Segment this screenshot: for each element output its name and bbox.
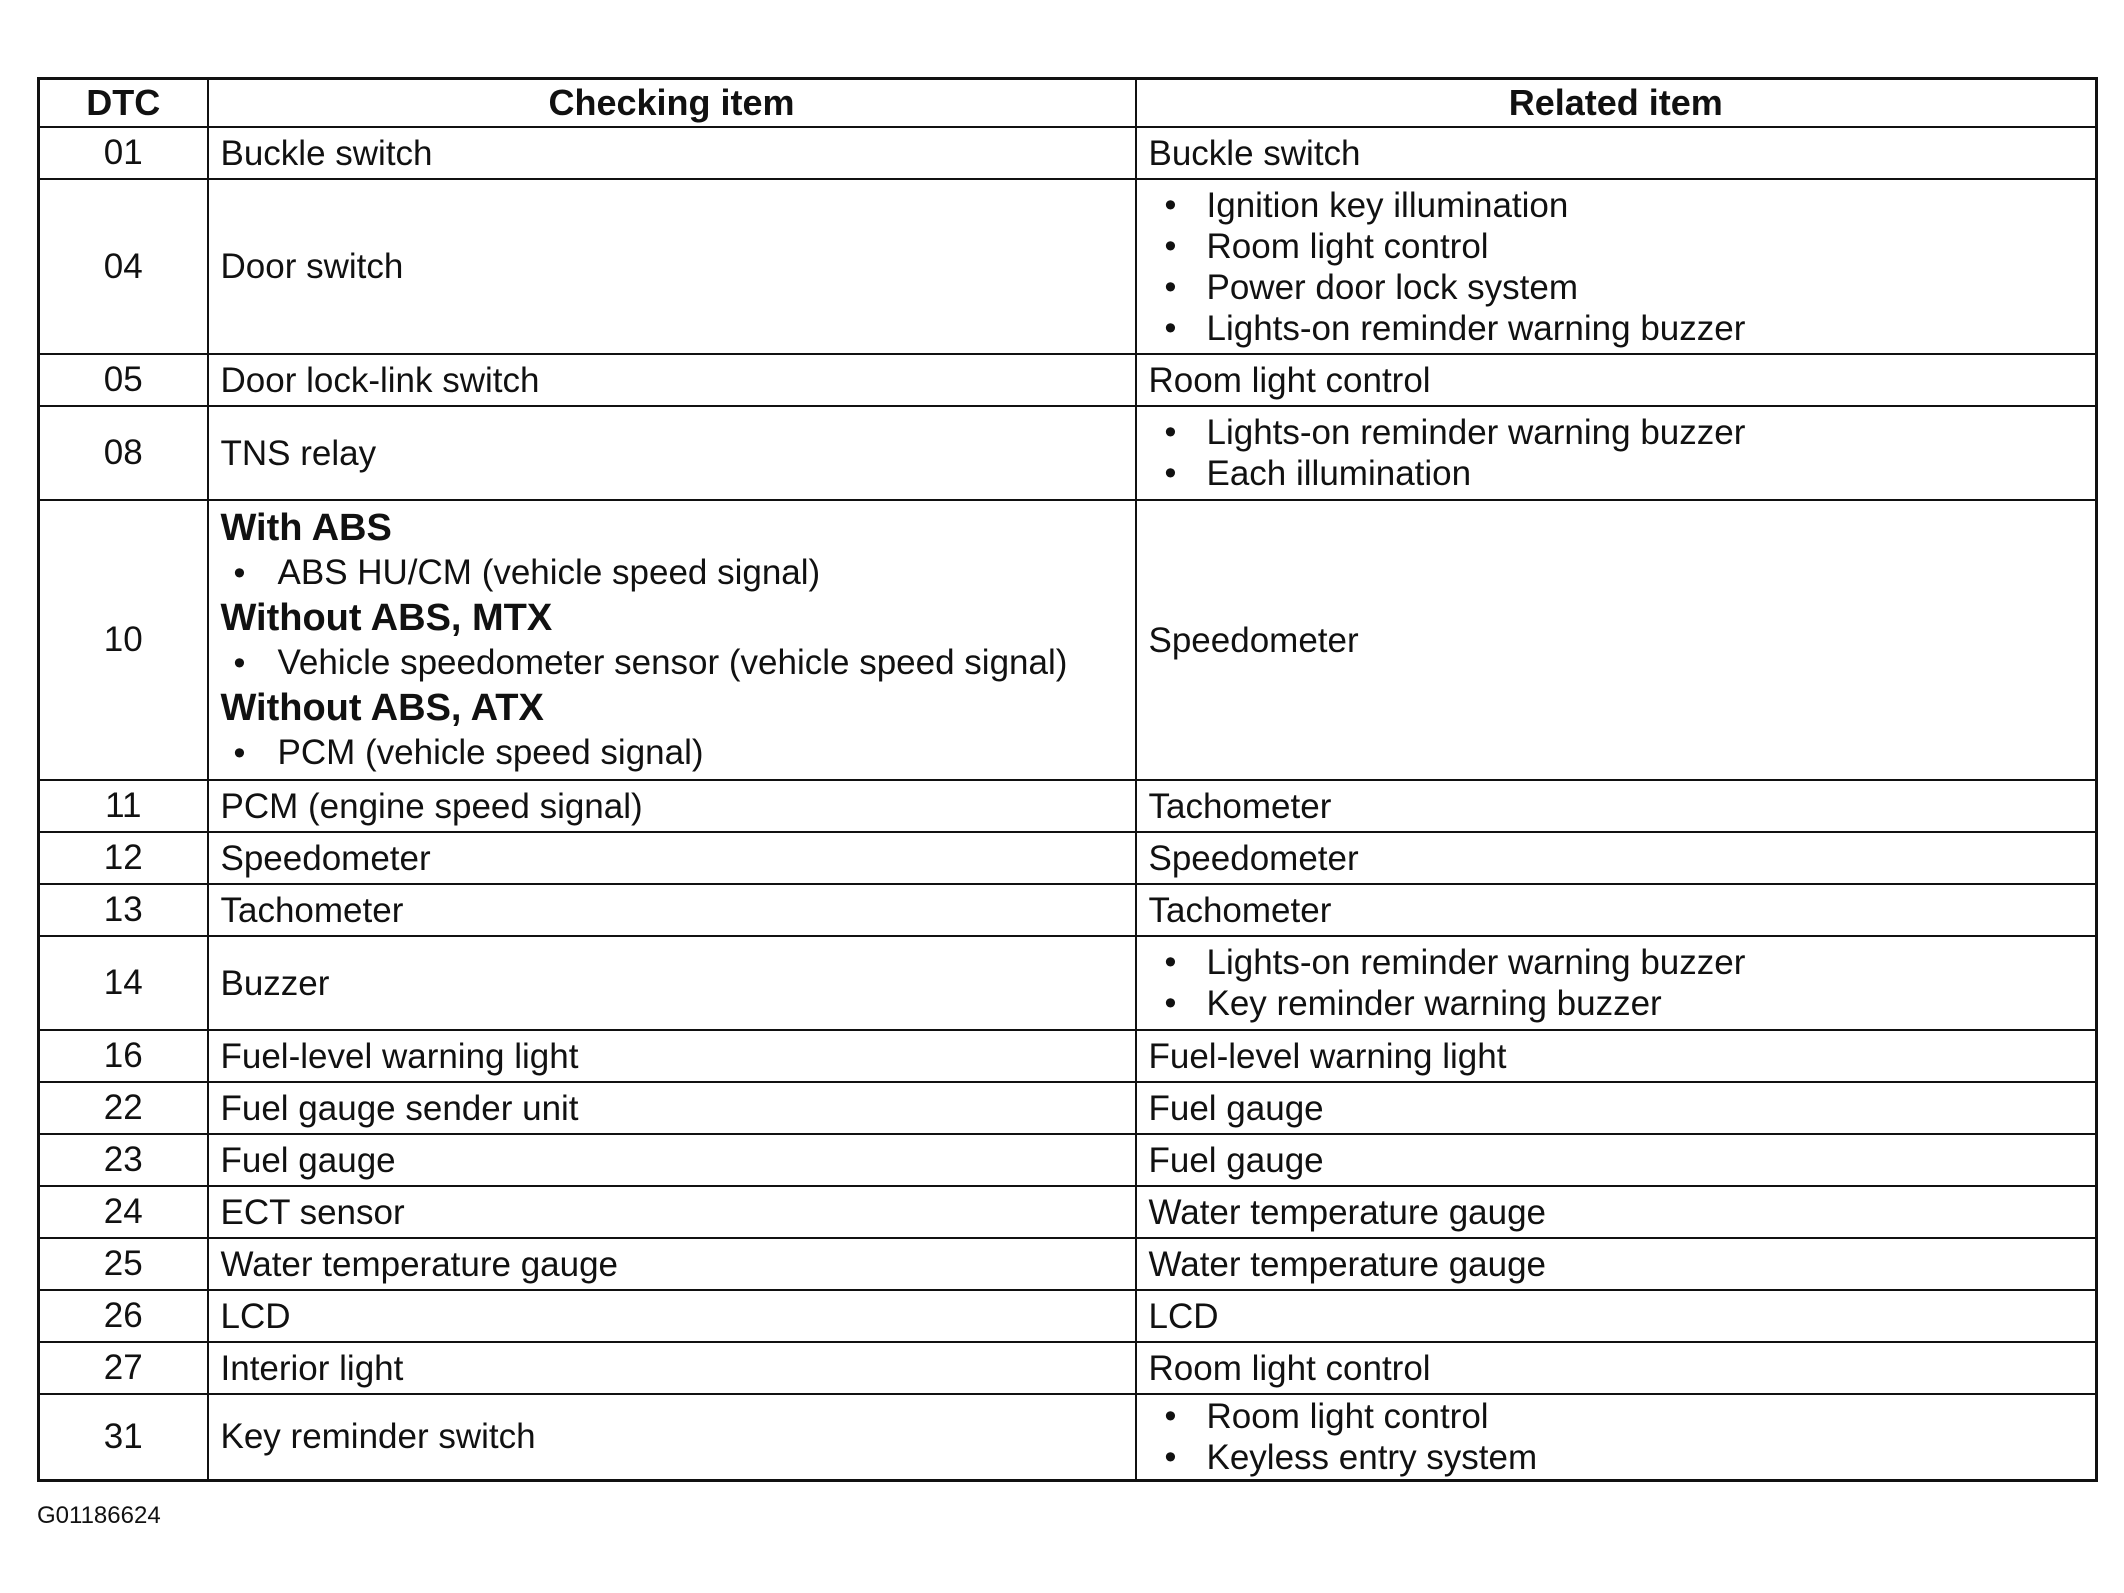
- variant-title: Without ABS, MTX: [220, 597, 553, 639]
- related-item: Fuel gauge: [1136, 1082, 2097, 1134]
- related-item: Fuel gauge: [1136, 1134, 2097, 1186]
- dtc-code: 26: [39, 1290, 208, 1342]
- table-row: [39, 936, 2097, 1030]
- checking-item: TNS relay: [208, 406, 1136, 500]
- checking-item: Door switch: [208, 179, 1136, 354]
- table-row: [39, 406, 2097, 500]
- list-item: • Room light control: [1149, 226, 2096, 267]
- dtc-code: 13: [39, 884, 208, 936]
- list-item: • PCM (vehicle speed signal): [221, 731, 1135, 775]
- dtc-code: 16: [39, 1030, 208, 1082]
- dtc-code: 25: [39, 1238, 208, 1290]
- checking-item: Speedometer: [208, 832, 1136, 884]
- header-checking-item: Checking item: [208, 79, 1136, 128]
- checking-item: Key reminder switch: [208, 1394, 1136, 1480]
- related-item: Tachometer: [1136, 884, 2097, 936]
- dtc-table: [37, 77, 2098, 1482]
- checking-item: ECT sensor: [208, 1186, 1136, 1238]
- header-dtc: DTC: [39, 79, 208, 128]
- table-row: [39, 127, 2097, 179]
- related-item: Water temperature gauge: [1136, 1186, 2097, 1238]
- table-row: [39, 884, 2097, 936]
- table-row: [39, 1134, 2097, 1186]
- list-item: • Each illumination: [1149, 453, 2096, 494]
- header-related-item: Related item: [1136, 79, 2097, 128]
- checking-item: Water temperature gauge: [208, 1238, 1136, 1290]
- related-item: Room light control: [1136, 1342, 2097, 1394]
- table-row: [39, 780, 2097, 832]
- list-item: • Lights-on reminder warning buzzer: [1149, 942, 2096, 983]
- table-row: [39, 1082, 2097, 1134]
- list-item: • Ignition key illumination: [1149, 185, 2096, 226]
- figure-id: G01186624: [37, 1502, 161, 1529]
- variant-title: With ABS: [220, 507, 392, 549]
- checking-item: LCD: [208, 1290, 1136, 1342]
- related-item: Speedometer: [1136, 832, 2097, 884]
- checking-item: Interior light: [208, 1342, 1136, 1394]
- checking-item: Fuel gauge sender unit: [208, 1082, 1136, 1134]
- related-item-list: [1136, 406, 2097, 500]
- dtc-code: 22: [39, 1082, 208, 1134]
- dtc-code: 08: [39, 406, 208, 500]
- checking-item: Tachometer: [208, 884, 1136, 936]
- header-row: [39, 79, 2097, 128]
- list-item: • Room light control: [1149, 1396, 2096, 1437]
- checking-item: Buzzer: [208, 936, 1136, 1030]
- checking-item: Door lock-link switch: [208, 354, 1136, 406]
- checking-item-variants: [208, 500, 1136, 780]
- dtc-code: 04: [39, 179, 208, 354]
- table-row: [39, 1186, 2097, 1238]
- checking-item: Fuel gauge: [208, 1134, 1136, 1186]
- dtc-code: 01: [39, 127, 208, 179]
- dtc-code: 24: [39, 1186, 208, 1238]
- table-row: [39, 1030, 2097, 1082]
- table-row: [39, 1290, 2097, 1342]
- dtc-code: 14: [39, 936, 208, 1030]
- table-row: [39, 179, 2097, 354]
- checking-item: Buckle switch: [208, 127, 1136, 179]
- checking-item: Fuel-level warning light: [208, 1030, 1136, 1082]
- related-item: LCD: [1136, 1290, 2097, 1342]
- checking-item: PCM (engine speed signal): [208, 780, 1136, 832]
- list-item: • Power door lock system: [1149, 267, 2096, 308]
- related-item: Room light control: [1136, 354, 2097, 406]
- dtc-code: 12: [39, 832, 208, 884]
- related-item: Buckle switch: [1136, 127, 2097, 179]
- table-row: [39, 1394, 2097, 1480]
- dtc-code: 31: [39, 1394, 208, 1480]
- dtc-code: 05: [39, 354, 208, 406]
- list-item: • Vehicle speedometer sensor (vehicle speed signal): [221, 641, 1135, 685]
- list-item: • Keyless entry system: [1149, 1437, 2096, 1478]
- related-item: Tachometer: [1136, 780, 2097, 832]
- dtc-code: 11: [39, 780, 208, 832]
- related-item-list: [1136, 936, 2097, 1030]
- list-item: • ABS HU/CM (vehicle speed signal): [221, 551, 1135, 595]
- table-row: [39, 1238, 2097, 1290]
- related-item: Water temperature gauge: [1136, 1238, 2097, 1290]
- related-item: Fuel-level warning light: [1136, 1030, 2097, 1082]
- list-item: • Lights-on reminder warning buzzer: [1149, 308, 2096, 349]
- related-item-list: [1136, 179, 2097, 354]
- variant-title: Without ABS, ATX: [220, 687, 544, 729]
- dtc-code: 23: [39, 1134, 208, 1186]
- related-item: Speedometer: [1136, 500, 2097, 780]
- list-item: • Lights-on reminder warning buzzer: [1149, 412, 2096, 453]
- dtc-code: 27: [39, 1342, 208, 1394]
- table-row: [39, 832, 2097, 884]
- table-row: [39, 500, 2097, 780]
- table-row: [39, 354, 2097, 406]
- table-row: [39, 1342, 2097, 1394]
- dtc-code: 10: [39, 500, 208, 780]
- list-item: • Key reminder warning buzzer: [1149, 983, 2096, 1024]
- related-item-list: [1136, 1394, 2097, 1480]
